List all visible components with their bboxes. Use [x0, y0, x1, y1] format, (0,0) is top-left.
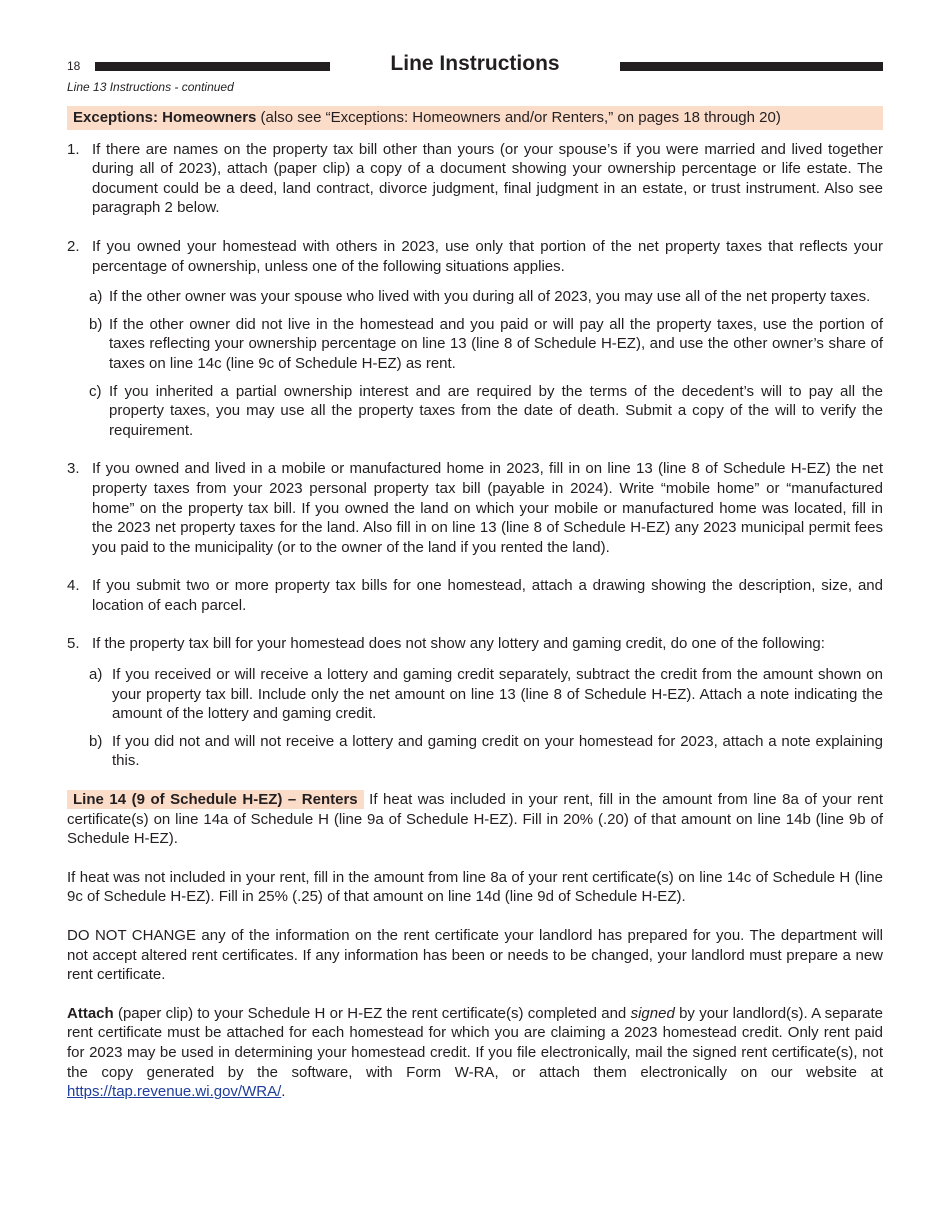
line14-paragraph: [67, 790, 883, 849]
header-rule-left: [95, 62, 330, 71]
list-item: [67, 576, 883, 615]
item-text: If there are names on the property tax bill other than yours (or your spouse’s if you were married and lived together during all of 2023), attach (paper clip) a copy of a document showing your ownership percentage or life estate. The document could be a deed, land contract, divorce judgment, final judgment in an estate, or trust instrument. Also see paragraph 2 below.: [92, 140, 883, 217]
item-text: If you owned and lived in a mobile or manufactured home in 2023, fill in on line 13 (line 8 of Schedule H-EZ) the net property taxes from your 2023 personal property tax bill (payable in 2024). Write “mobile home” or “manufactured home” on the property tax bill. If you owned the land on which your mobile or manufactured home was located, fill in the 2023 net property taxes for the land. Also fill in on line 13 (line 8 of Schedule H-EZ) any 2023 municipal permit fees you paid to the municipality (or to the owner of the land if you rented the land).: [92, 460, 883, 556]
wra-website-link[interactable]: https://tap.revenue.wi.gov/WRA/: [67, 1083, 282, 1101]
item-number: 4.: [67, 577, 80, 595]
list-item: [67, 237, 883, 276]
sub-item-letter: b): [89, 315, 103, 333]
sub-item-letter: c): [89, 382, 102, 400]
attach-bold: Attach: [67, 1004, 114, 1022]
list-item: [67, 459, 883, 557]
item-number: 3.: [67, 460, 80, 478]
attach-paragraph: [67, 1004, 883, 1102]
section-subheading: Line 13 Instructions - continued: [67, 80, 234, 94]
sub-item: [89, 665, 883, 724]
heat-not-included-paragraph: If heat was not included in your rent, fill in the amount from line 8a of your rent certificate(s) on line 14c of Schedule H (line 9c of Schedule H-EZ). Fill in 25% (.25) of that amount on line 14d (line 9d of Schedule H-EZ).: [67, 868, 883, 906]
instructions-content: [67, 106, 883, 1102]
sub-item: [89, 382, 883, 441]
attach-italic: signed: [630, 1004, 675, 1022]
sub-item-letter: b): [89, 732, 103, 750]
exceptions-note: (also see “Exceptions: Homeowners and/or Renters,” on pages 18 through 20): [256, 109, 781, 126]
attach-text-2: by your landlord(s). A separate rent certificate must be attached for each homestead for which you are claiming a 2023 homestead credit. Only rent paid for 2023 may be used in determining your homestead credit. If you file electronically, mail the signed rent certificate(s), not the copy generated by the software, with Form W-RA, or attach them electronically on our website at: [67, 1004, 883, 1081]
sub-item: [89, 315, 883, 374]
sub-item-text: If you received or will receive a lottery and gaming credit separately, subtract the credit from the amount shown on your property tax bill. Include only the net amount on line 13 (line 8 of Schedule H-EZ). Attach a note indicating the amount of the lottery and gaming credit.: [112, 666, 883, 723]
item-text: If the property tax bill for your homestead does not show any lottery and gaming credit, do one of the following:: [92, 635, 825, 653]
page-title: Line Instructions: [390, 52, 560, 75]
attach-text-1: (paper clip) to your Schedule H or H-EZ the rent certificate(s) completed and: [113, 1004, 631, 1022]
item-number: 2.: [67, 237, 80, 255]
attach-end: .: [281, 1083, 286, 1101]
sub-item-text: If you inherited a partial ownership interest and are required by the terms of the decedent’s will to pay all the property taxes, you may use all the property taxes from the date of death. Submit a copy of the will to verify the requirement.: [109, 382, 883, 439]
sub-item: [89, 732, 883, 771]
sub-item-letter: a): [89, 666, 103, 684]
list-item: [67, 634, 883, 654]
list-item: [67, 140, 883, 218]
sub-item-text: If you did not and will not receive a lottery and gaming credit on your homestead for 2023, attach a note explaining this.: [112, 732, 883, 770]
sub-item-text: If the other owner was your spouse who lived with you during all of 2023, you may use all of the net property taxes.: [109, 288, 871, 306]
sub-item-letter: a): [89, 288, 103, 306]
page-number: 18: [67, 59, 81, 73]
do-not-change-paragraph: DO NOT CHANGE any of the information on the rent certificate your landlord has prepared for you. The department will not accept altered rent certificates. If any information has been or needs to be changed, your landlord must prepare a new rent certificate.: [67, 927, 883, 984]
line14-label: Line 14 (9 of Schedule H-EZ) – Renters: [67, 790, 364, 809]
header-rule-right: [620, 62, 883, 71]
exceptions-label: Exceptions: Homeowners: [73, 109, 257, 126]
page-header: [67, 52, 883, 82]
item-text: If you submit two or more property tax bills for one homestead, attach a drawing showing the description, size, and location of each parcel.: [92, 577, 883, 614]
exceptions-heading: [67, 106, 883, 130]
item-number: 5.: [67, 635, 80, 653]
item-text: If you owned your homestead with others in 2023, use only that portion of the net property taxes that reflects your percentage of ownership, unless one of the following situations applies.: [92, 237, 883, 275]
item-number: 1.: [67, 140, 80, 158]
line14-text: If heat was included in your rent, fill in the amount from line 8a of your rent certificate(s) on line 14a of Schedule H (line 9a of Schedule H-EZ). Fill in 20% (.20) of that amount on line 14b (line 9b of Schedule H-EZ).: [67, 791, 883, 848]
sub-item: [89, 287, 883, 307]
sub-item-text: If the other owner did not live in the homestead and you paid or will pay all the property taxes, use the portion of taxes reflecting your ownership percentage on line 13 (line 8 of Schedule H-EZ), and use the other owner’s share of taxes on line 14c (line 9c of Schedule H-EZ) as rent.: [109, 315, 883, 372]
